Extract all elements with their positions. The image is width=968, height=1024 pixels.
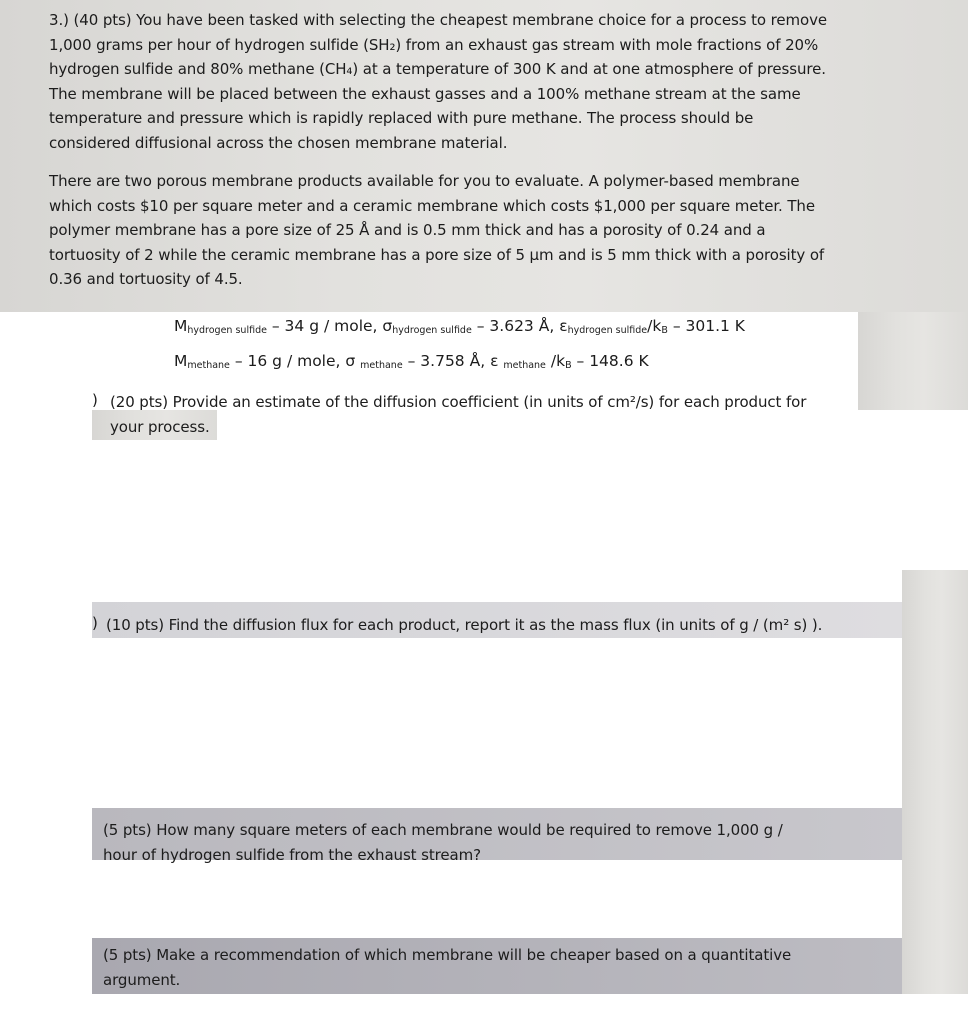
paper-region-right-strip: [858, 312, 968, 410]
h2s-parameters: [174, 317, 745, 336]
question-1: [110, 390, 806, 439]
molar-mass-symbol: M: [174, 317, 188, 335]
epsilon-symbol: ε: [559, 317, 568, 335]
subscript: methane: [503, 360, 546, 371]
subscript: hydrogen sulfide: [567, 325, 648, 336]
molar-mass-value: – 34 g / mole,: [266, 317, 383, 335]
subscript: methane: [187, 360, 230, 371]
epsilon-symbol: ε: [490, 352, 504, 370]
products-paragraph: [49, 169, 824, 292]
sigma-value: – 3.758 Å,: [402, 352, 491, 370]
molar-mass-value: – 16 g / mole,: [229, 352, 346, 370]
products-line: tortuosity of 2 while the ceramic membrane has a pore size of 5 μm and is 5 mm thick with a porosity of: [49, 245, 825, 264]
sigma-symbol: σ: [382, 317, 393, 335]
question-4-line: (5 pts) Make a recommendation of which membrane will be cheaper based on a quantitative: [103, 946, 792, 964]
question-3: [103, 818, 783, 867]
subscript: hydrogen sulfide: [187, 325, 267, 336]
paper-region-q2-right: [902, 570, 968, 1004]
intro-line: temperature and pressure which is rapidly replaced with pure methane. The process should be: [49, 109, 754, 127]
molar-mass-symbol: M: [174, 352, 188, 370]
q2-marker: ): [92, 614, 98, 632]
question-3-line: hour of hydrogen sulfide from the exhaust stream?: [103, 845, 481, 864]
sigma-value: – 3.623 Å,: [471, 317, 560, 335]
epsilon-value: – 148.6 K: [571, 352, 649, 370]
epsilon-over-k: /k: [647, 317, 662, 335]
methane-parameters: [174, 352, 649, 371]
answer-space-q3: [92, 860, 870, 938]
question-2: (10 pts) Find the diffusion flux for each product, report it as the mass flux (in units of g / (m² s) ).: [106, 616, 823, 634]
products-line: There are two porous membrane products available for you to evaluate. A polymer-based membrane: [49, 172, 800, 190]
intro-line: The membrane will be placed between the exhaust gasses and a 100% methane stream at the same: [49, 84, 801, 103]
question-4: [103, 943, 791, 992]
products-line: which costs $10 per square meter and a ceramic membrane which costs $1,000 per square meter. The: [49, 196, 815, 215]
intro-line: hydrogen sulfide and 80% methane (CH₄) at a temperature of 300 K and at one atmosphere of pressure.: [49, 60, 826, 78]
sigma-symbol: σ: [345, 352, 361, 370]
question-1-line: (20 pts) Provide an estimate of the diffusion coefficient (in units of cm²/s) for each product for: [110, 393, 807, 411]
question-1-line: your process.: [110, 417, 210, 436]
answer-space-q2: [92, 638, 858, 808]
intro-paragraph: [49, 8, 827, 155]
subscript: B: [565, 360, 572, 371]
answer-space-q4: [902, 994, 968, 1024]
subscript: B: [661, 325, 668, 336]
intro-line: 3.) (40 pts) You have been tasked with selecting the cheapest membrane choice for a process to remove: [49, 11, 828, 29]
subscript: hydrogen sulfide: [392, 325, 472, 336]
question-3-line: (5 pts) How many square meters of each membrane would be required to remove 1,000 g /: [103, 821, 783, 839]
products-line: polymer membrane has a pore size of 25 Å and is 0.5 mm thick and has a porosity of 0.24 and a: [49, 221, 766, 239]
intro-line: considered diffusional across the chosen membrane material.: [49, 133, 508, 152]
question-4-line: argument.: [103, 970, 181, 989]
q1-marker: ): [92, 391, 98, 409]
epsilon-over-k: /k: [545, 352, 566, 370]
epsilon-value: – 301.1 K: [667, 317, 745, 335]
intro-line: 1,000 grams per hour of hydrogen sulfide (SH₂) from an exhaust gas stream with mole fractions of 20%: [49, 35, 819, 54]
subscript: methane: [360, 360, 403, 371]
products-line: 0.36 and tortuosity of 4.5.: [49, 270, 243, 288]
